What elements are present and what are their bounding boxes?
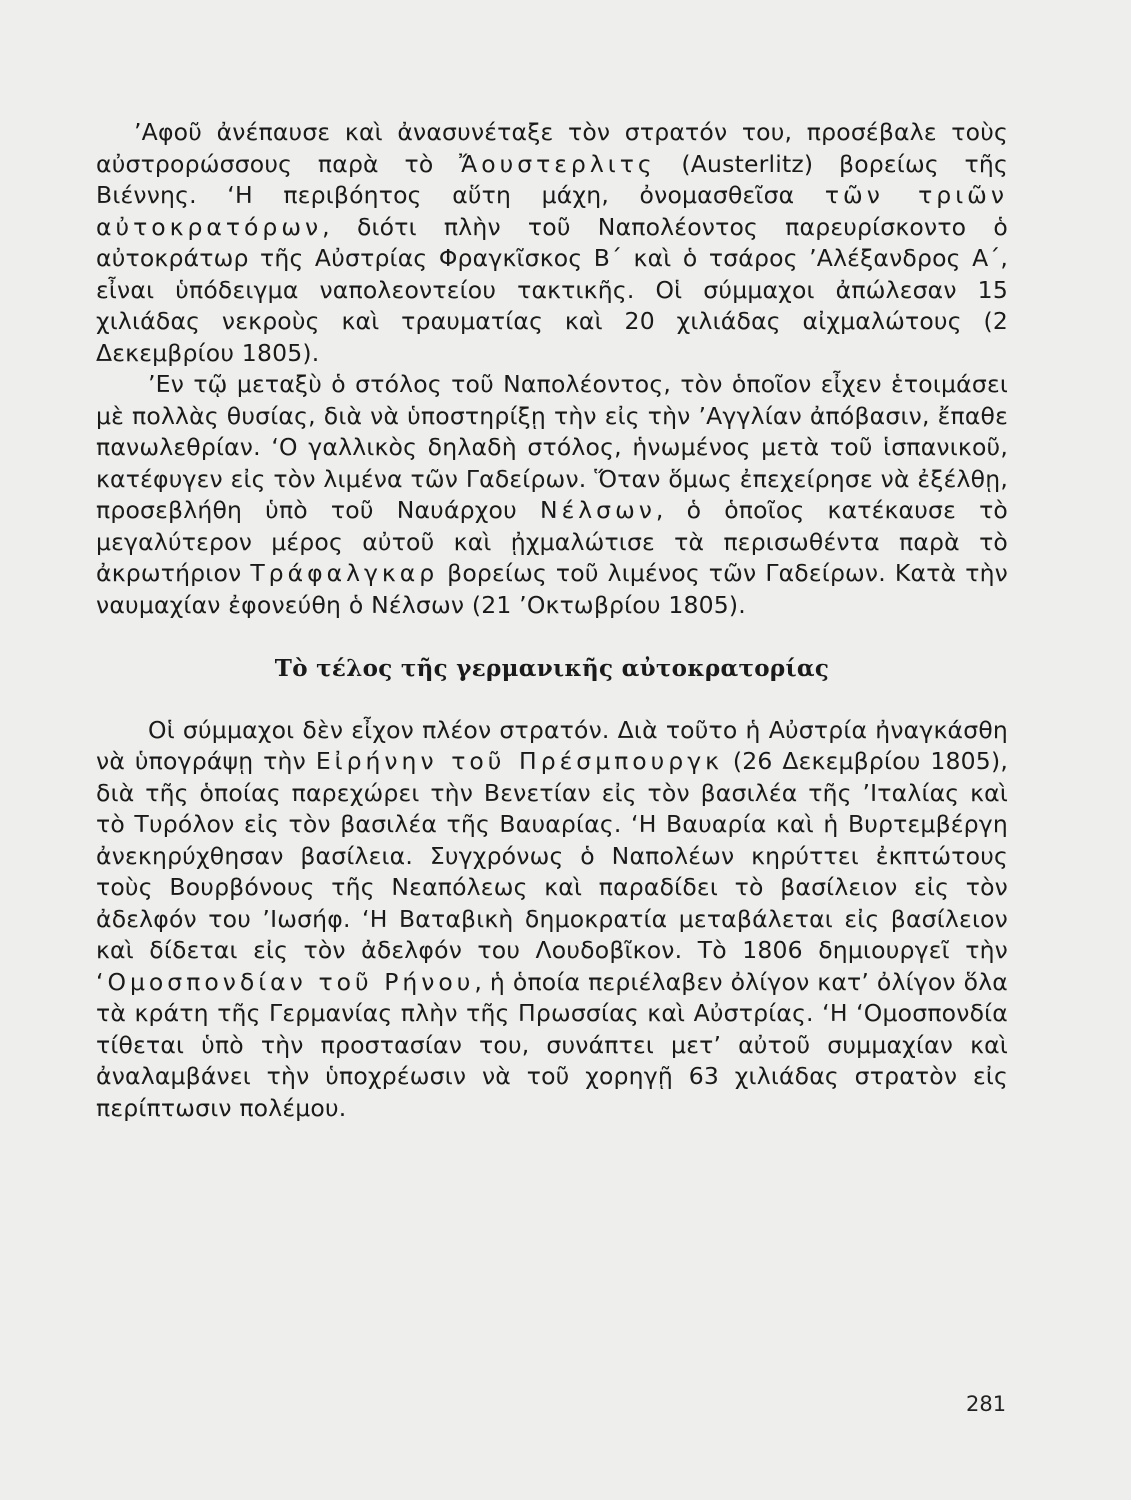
section-heading: Τὸ τέλος τῆς γερμανικῆς αὐτοκρατορίας <box>274 655 830 682</box>
text-run: ’Αφοῦ ἀνέπαυσε καὶ ἀνασυνέταξε τὸν στρατόν του, προσέβαλε τοὺς αὐστρορώσσους παρὰ τὸ <box>96 118 1008 178</box>
text-run: (Austerlitz) βορείως τῆς Βιέννης. ‘Η περιβόητος αὕτη μάχη, ὀνομασθεῖσα <box>96 149 1008 209</box>
paragraph <box>96 715 1008 1125</box>
text-run: ’Εν τῷ μεταξὺ ὁ στόλος τοῦ Ναπολέοντος, τὸν ὁποῖον εἶχεν ἑτοιμάσει μὲ πολλὰς θυσίας, διὰ νὰ ὑποστηρίξῃ τὴν εἰς τὴν ’Αγγλίαν ἀπόβασιν, ἔπαθε πανωλεθρίαν. ‘Ο γαλλικὸς δηλαδὴ στόλος, ἡνωμένος μετὰ τοῦ ἱσπανικοῦ, κατέφυγεν εἰς τὸν λιμένα τῶν Γαδείρων. Ὅταν ὅμως ἐπεχείρησε νὰ ἐξέλθῃ, προσεβλήθη ὑπὸ τοῦ Ναυάρχου <box>96 370 1008 524</box>
spaced-emphasis: Εἰρήνην τοῦ Πρέσμπουργκ <box>315 747 723 775</box>
spaced-emphasis: Τράφαλγκαρ <box>250 559 439 587</box>
text-run: , ἡ ὁποία περιέλαβεν ὀλίγον κατ’ ὀλίγον ὅλα τὰ κράτη τῆς Γερμανίας πλὴν τῆς Πρωσσίας καὶ Αὐστρίας. ‘Η ‘Ομοσπονδία τίθεται ὑπὸ τὴν προστασίαν του, συνάπτει μετ’ αὐτοῦ συμμαχίαν καὶ ἀναλαμβάνει τὴν ὑποχρέωσιν νὰ τοῦ χορηγῇ 63 χιλιάδας στρατὸν εἰς περίπτωσιν πολέμου. <box>96 967 1008 1122</box>
text-run: , διότι πλὴν τοῦ Ναπολέοντος παρευρίσκοντο ὁ αὐτοκράτωρ τῆς Αὐστρίας Φραγκῖσκος Β΄ καὶ ὁ τσάρος ’Αλέξανδρος Α΄, εἶναι ὑπόδειγμα ναπολεοντείου τακτικῆς. Οἱ σύμμαχοι ἀπώλεσαν 15 χιλιάδας νεκροὺς καὶ τραυματίας καὶ 20 χιλιάδας αἰχμαλώτους (2 Δεκεμβρίου 1805). <box>96 212 1008 367</box>
text-run: , ὁ ὁποῖος κατέκαυσε τὸ μεγαλύτερον μέρος αὐτοῦ καὶ ᾐχμαλώτισε τὰ περισωθέντα παρὰ τὸ ἀκρωτήριον <box>96 496 1008 587</box>
text-run: Οἱ σύμμαχοι δὲν εἶχον πλέον στρατόν. Διὰ τοῦτο ἡ Αὐστρία ἠναγκάσθη νὰ ὑπογράψῃ τὴν <box>96 715 1008 775</box>
spaced-emphasis: τῶν τριῶν αὐτοκρατόρων <box>96 181 1008 241</box>
spaced-emphasis: Ἄουστερλιτς <box>459 149 656 178</box>
spaced-emphasis: Νέλσων <box>539 496 656 524</box>
text-run: (26 Δεκεμβρίου 1805), διὰ τῆς ὁποίας παρεχώρει τὴν Βενετίαν εἰς τὸν βασιλέα τῆς ’Ιταλίας καὶ τὸ Τυρόλον εἰς τὸν βασιλέα τῆς Βαυαρίας. ‘Η Βαυαρία καὶ ἡ Βυρτεμβέργη ἀνεκηρύχθησαν βασίλεια. Συγχρόνως ὁ Ναπολέων κηρύττει ἐκπτώτους τοὺς Βουρβόνους τῆς Νεαπόλεως καὶ παραδίδει τὸ βασίλειον εἰς τὸν ἀδελφόν του ’Ιωσήφ. ‘Η Βαταβικὴ δημοκρατία μεταβάλεται εἰς βασίλειον καὶ δίδεται εἰς τὸν ἀδελφόν του Λουδοβῖκον. Τὸ 1806 δημιουργεῖ τὴν <box>96 747 1008 964</box>
paragraph <box>96 369 1008 621</box>
paragraph <box>96 117 1008 369</box>
body-text <box>96 117 1008 1124</box>
text-run: βορείως τοῦ λιμένος τῶν Γαδείρων. Κατὰ τὴν ναυμαχίαν ἐφονεύθη ὁ Νέλσων (21 ’Οκτωβρίου 1805). <box>96 559 1008 619</box>
spaced-emphasis: ‘Ομοσπονδίαν τοῦ Ρήνου <box>96 967 475 996</box>
page-number: 281 <box>966 1392 1007 1416</box>
